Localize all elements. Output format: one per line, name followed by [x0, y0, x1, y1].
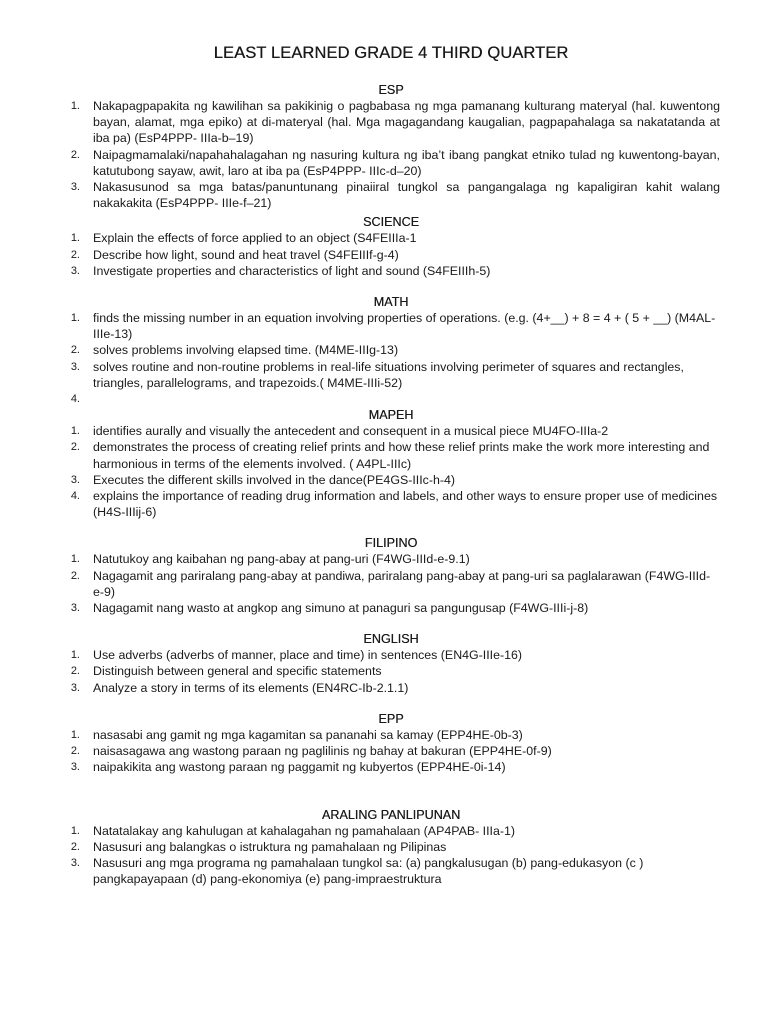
item-text: solves problems involving elapsed time. (M4ME-IIIg-13): [93, 343, 399, 358]
item-number: 1.: [70, 100, 80, 112]
math-list: [62, 310, 720, 407]
list-item: [62, 743, 720, 759]
list-item: [62, 179, 720, 211]
item-text: identifies aurally and visually the antecedent and consequent in a musical piece MU4FO-IIIa-2: [93, 424, 609, 439]
section-araling-panlipunan: [62, 807, 720, 888]
esp-list: [62, 98, 720, 211]
list-item: [62, 423, 720, 439]
item-text: naipakikita ang wastong paraan ng paggamit ng kubyertos (EPP4HE-0i-14): [93, 760, 506, 775]
item-text: nasasabi ang gamit ng mga kagamitan sa pananahi sa kamay (EPP4HE-0b-3): [93, 727, 523, 742]
list-item: [62, 759, 720, 775]
item-number: 3.: [70, 761, 80, 774]
list-item: [62, 230, 720, 246]
item-number: 3.: [70, 473, 80, 486]
list-item: [62, 147, 720, 179]
list-item: [62, 551, 720, 567]
item-text: Distinguish between general and specific statements: [93, 664, 382, 679]
item-number: 2.: [70, 745, 80, 758]
section-heading-english: ENGLISH: [363, 632, 419, 647]
item-number: 3.: [70, 681, 80, 694]
item-number: 1.: [70, 232, 80, 245]
list-item: [62, 855, 720, 887]
list-item: [62, 310, 720, 342]
item-text: Investigate properties and characteristics of light and sound (S4FEIIIh-5): [93, 263, 491, 278]
epp-list: [62, 727, 720, 776]
list-item: [62, 342, 720, 358]
section-filipino: [62, 535, 720, 616]
item-text: solves routine and non-routine problems in real-life situations involving perimeter of squares and rectangles, triangles, parallelograms, and trapezoids.( M4ME-IIIi-52): [93, 359, 684, 390]
item-number: 2.: [70, 569, 80, 582]
document-title: LEAST LEARNED GRADE 4 THIRD QUARTER: [213, 44, 569, 62]
list-item: [62, 488, 720, 520]
item-text: Executes the different skills involved in the dance(PE4GS-IIIc-h-4): [93, 472, 456, 487]
item-text: Nagagamit nang wasto at angkop ang simuno at panaguri sa pangungusap (F4WG-IIIi-j-8): [93, 601, 589, 616]
list-item: [62, 472, 720, 488]
item-number: 1.: [70, 312, 80, 325]
item-text: Analyze a story in terms of its elements (EN4RC-Ib-2.1.1): [93, 680, 409, 695]
item-number: 2.: [70, 441, 80, 454]
item-number: 2.: [70, 248, 80, 261]
item-number: 2.: [70, 148, 80, 161]
item-text: Use adverbs (adverbs of manner, place and time) in sentences (EN4G-IIIe-16): [93, 648, 523, 663]
item-text: [93, 391, 720, 407]
item-number: 4.: [70, 490, 80, 503]
section-esp: [62, 82, 720, 211]
item-number: 1.: [70, 553, 80, 566]
english-list: [62, 647, 720, 696]
item-number: 3.: [70, 181, 80, 194]
item-text: Explain the effects of force applied to an object (S4FEIIIa-1: [93, 231, 417, 246]
item-number: 1.: [70, 728, 80, 741]
section-heading-mapeh: MAPEH: [368, 408, 414, 423]
item-text: Natatalakay ang kahulugan at kahalagahan ng pamahalaan (AP4PAB- IIIa-1): [93, 823, 516, 838]
item-number: 3.: [70, 264, 80, 277]
item-text: finds the missing number in an equation involving properties of operations. (e.g. (4+__) + 8 = 4 + ( 5 + __) (M4AL-IIIe-13): [93, 311, 716, 342]
section-heading-filipino: FILIPINO: [364, 536, 418, 551]
item-number: 3.: [70, 856, 80, 869]
section-mapeh: [62, 407, 720, 520]
item-text: demonstrates the process of creating relief prints and how these relief prints make the work more interesting and harmonious in terms of the elements involved. ( A4PL-IIIc): [93, 440, 710, 471]
list-item: [62, 823, 720, 839]
item-number: 2.: [70, 344, 80, 357]
list-item: [62, 680, 720, 696]
science-list: [62, 230, 720, 279]
item-text: explains the importance of reading drug information and labels, and other ways to ensure proper use of medicines (H4S-IIIij-6): [93, 489, 718, 520]
section-heading-science: SCIENCE: [363, 215, 419, 230]
list-item: [62, 600, 720, 616]
item-number: 1.: [70, 824, 80, 837]
item-text: Naipagmamalaki/napahahalagahan ng nasuring kultura ng iba’t ibang pangkat etniko tulad ng kuwentong-bayan, katutubong sayaw, awit, laro at iba pa (EsP4PPP- IIIc-d–20): [93, 147, 720, 178]
item-number: 2.: [70, 665, 80, 678]
item-number: 3.: [70, 360, 80, 373]
list-item: [62, 568, 720, 600]
section-heading-epp: EPP: [378, 711, 404, 726]
list-item: [62, 359, 720, 391]
list-item: [62, 727, 720, 743]
list-item: [62, 439, 720, 471]
filipino-list: [62, 551, 720, 616]
list-item: [62, 391, 720, 407]
list-item: [62, 663, 720, 679]
item-text: Nakapagpapakita ng kawilihan sa pakikinig o pagbabasa ng mga pamanang kulturang materyal (hal. kuwentong bayan, alamat, mga epiko) at di-materyal (hal. Mga magagandang kaugalian, pagpapahalaga sa nakatatanda at iba pa) (EsP4PPP- IIIa-b–19): [93, 99, 720, 146]
section-epp: [62, 711, 720, 776]
list-item: [62, 98, 720, 147]
section-heading-math: MATH: [373, 295, 409, 310]
section-heading-esp: ESP: [378, 83, 404, 97]
mapeh-list: [62, 423, 720, 520]
item-text: Nasusuri ang balangkas o istruktura ng pamahalaan ng Pilipinas: [93, 839, 447, 854]
list-item: [62, 839, 720, 855]
araling-panlipunan-list: [62, 823, 720, 888]
item-text: naisasagawa ang wastong paraan ng paglilinis ng bahay at bakuran (EPP4HE-0f-9): [93, 744, 552, 759]
section-heading-araling-panlipunan: ARALING PANLIPUNAN: [321, 807, 461, 822]
list-item: [62, 647, 720, 663]
item-number: 3.: [70, 602, 80, 615]
item-text: Nasusuri ang mga programa ng pamahalaan tungkol sa: (a) pangkalusugan (b) pang-edukasyon (c ) pangkapayapaan (d) pang-ekonomiya (e) pang-impraestruktura: [93, 855, 644, 887]
item-text: Nagagamit ang pariralang pang-abay at pandiwa, pariralang pang-abay at pang-uri sa paglalarawan (F4WG-IIId-e-9): [93, 568, 711, 599]
item-text: Describe how light, sound and heat travel (S4FEIIIf-g-4): [93, 247, 399, 262]
list-item: [62, 247, 720, 263]
item-number: 1.: [70, 425, 80, 438]
section-math: [62, 294, 720, 407]
section-english: [62, 631, 720, 696]
item-number: 4.: [70, 393, 80, 406]
list-item: [62, 263, 720, 279]
item-text: Nakasusunod sa mga batas/panuntunang pinaiiral tungkol sa pangangalaga ng kapaligiran kahit walang nakakakita (EsP4PPP- IIIe-f–21): [93, 180, 720, 211]
item-text: Natutukoy ang kaibahan ng pang-abay at pang-uri (F4WG-IIId-e-9.1): [93, 552, 470, 567]
item-number: 1.: [70, 649, 80, 662]
section-science: [62, 214, 720, 279]
item-number: 2.: [70, 840, 80, 853]
